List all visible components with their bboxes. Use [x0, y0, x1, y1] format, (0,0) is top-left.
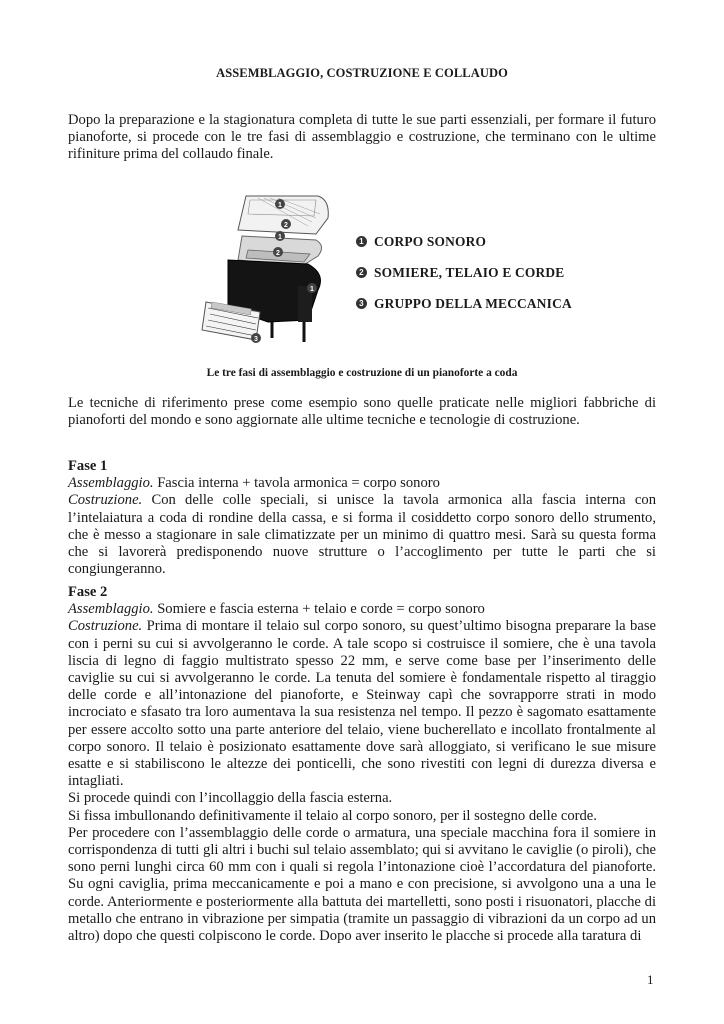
- legend-label: SOMIERE, TELAIO E CORDE: [374, 264, 565, 280]
- phase-1-construction: [68, 492, 656, 578]
- phase-2-assembly: [68, 601, 656, 618]
- page-number: 1: [647, 972, 654, 987]
- phase-2-outer-rim-line: Si procede quindi con l’incollaggio della fascia esterna.: [68, 790, 393, 807]
- callout-label: 2: [284, 222, 288, 229]
- phase-2-frame-line: Si fissa imbullonando definitivamente il telaio al corpo sonoro, per il sostegno delle corde.: [68, 807, 597, 824]
- intro-paragraph: Dopo la preparazione e la stagionatura completa di tutte le sue parti essenziali, per formare il futuro pianoforte, si procede con le tre fasi di assemblaggio e costruzione, che terminano con le ultime rifiniture prima del collaudo finale.: [68, 112, 656, 163]
- number-badge: 3: [356, 298, 367, 309]
- callout-label: 1: [278, 234, 282, 241]
- figure-legend: [356, 226, 572, 319]
- construction-text: Con delle colle speciali, si unisce la tavola armonica alla fascia interna con l’intelaiatura a coda di rondine della cassa, e si forma il cosiddetto corpo sonoro dello strumento, che è messo a stagionare in sale climatizzate per un minimo di quattro mesi. Sarà su questa forma che si lavorerà predisponendo nuove strutture o l’accoglimento per tutte le parti che si congiungeranno.: [68, 492, 656, 578]
- legend-label: GRUPPO DELLA MECCANICA: [374, 295, 572, 311]
- callout-label: 1: [310, 286, 314, 293]
- construction-label: Costruzione.: [68, 618, 143, 635]
- callout-label: 3: [254, 336, 258, 343]
- legend-label: CORPO SONORO: [374, 233, 487, 249]
- phase-2-strings-paragraph: Per procedere con l’assemblaggio delle corde o armatura, una speciale macchina fora il somiere in corrispondenza di tutti gli altri i buchi sul telaio assemblato; qui si avvitano le caviglie (o piroli), che sono perni lunghi circa 60 mm con i quali si regola l’intonazione cioè l’accordatura del pianoforte. Su ogni caviglia, prima meccanicamente e poi a mano e con precisione, si avvolgono una a una le corde. Anteriormente e posteriormente alla battuta dei martelletti, sono posti i risuonatori, placche di metallo che entrano in vibrazione per simpatia (tramite un passaggio di vibrazioni da un corpo ad un altro) dopo che questi colpiscono le corde. Dopo aver inserito le placche si procede alla taratura di: [68, 824, 656, 945]
- assembly-text: Somiere e fascia esterna + telaio e corde = corpo sonoro: [153, 601, 485, 618]
- assembly-label: Assemblaggio.: [68, 601, 154, 618]
- figure-caption: Le tre fasi di assemblaggio e costruzione di un pianoforte a coda: [206, 367, 518, 379]
- callout-label: 2: [276, 250, 280, 257]
- techniques-paragraph: Le tecniche di riferimento prese come esempio sono quelle praticate nelle migliori fabbriche di pianoforti del mondo e sono aggiornate alle ultime tecniche e tecnologie di costruzione.: [68, 395, 656, 429]
- number-badge: 2: [356, 267, 367, 278]
- construction-text: Prima di montare il telaio sul corpo sonoro, su quest’ultimo bisogna preparare la base con i perni su cui si avvolgeranno le corde. A tale scopo si costruisce il somiere, che è una tavola liscia di legno di faggio multistrato spesso 22 mm, e serve come base per l’inserimento delle caviglie su cui si avvolgeranno le corde. La tenuta del somiere è fondamentale rispetto al tiraggio delle corde e all’intonazione del pianoforte, e Steinway capì che sovrapporre strati in modo incrociato e sfasato tra loro aumentava la sua resistenza nel tempo. Il pezzo è sagomato esattamente per essere accolto sotto una parte anteriore del telaio, viene bucherellato e incollato frontalmente al corpo sonoro. Il telaio è posizionato esattamente dove sarà alloggiato, si verificano le sue misure esatte e si stabiliscono le altezze dei ponticelli, che sono rivestiti con legni di durezza diversa e intagliati.: [68, 618, 656, 790]
- assembly-label: Assemblaggio.: [68, 475, 154, 492]
- assembly-text: Fascia interna + tavola armonica = corpo sonoro: [153, 475, 440, 492]
- phase-1-section: [68, 458, 656, 578]
- legend-item: [356, 226, 572, 257]
- phase-1-assembly: [68, 475, 656, 492]
- piano-exploded-illustration: [198, 190, 338, 350]
- construction-label: Costruzione.: [68, 492, 143, 509]
- number-badge: 1: [356, 236, 367, 247]
- phase-2-construction: [68, 618, 656, 790]
- callout-label: 1: [278, 202, 282, 209]
- phase-2-title: Fase 2: [68, 584, 108, 600]
- phase-1-title: Fase 1: [68, 458, 108, 474]
- legend-item: [356, 257, 572, 288]
- document-title: ASSEMBLAGGIO, COSTRUZIONE E COLLAUDO: [216, 66, 508, 80]
- piano-drawing: [198, 190, 338, 350]
- legend-item: [356, 288, 572, 319]
- phase-2-section: [68, 584, 656, 945]
